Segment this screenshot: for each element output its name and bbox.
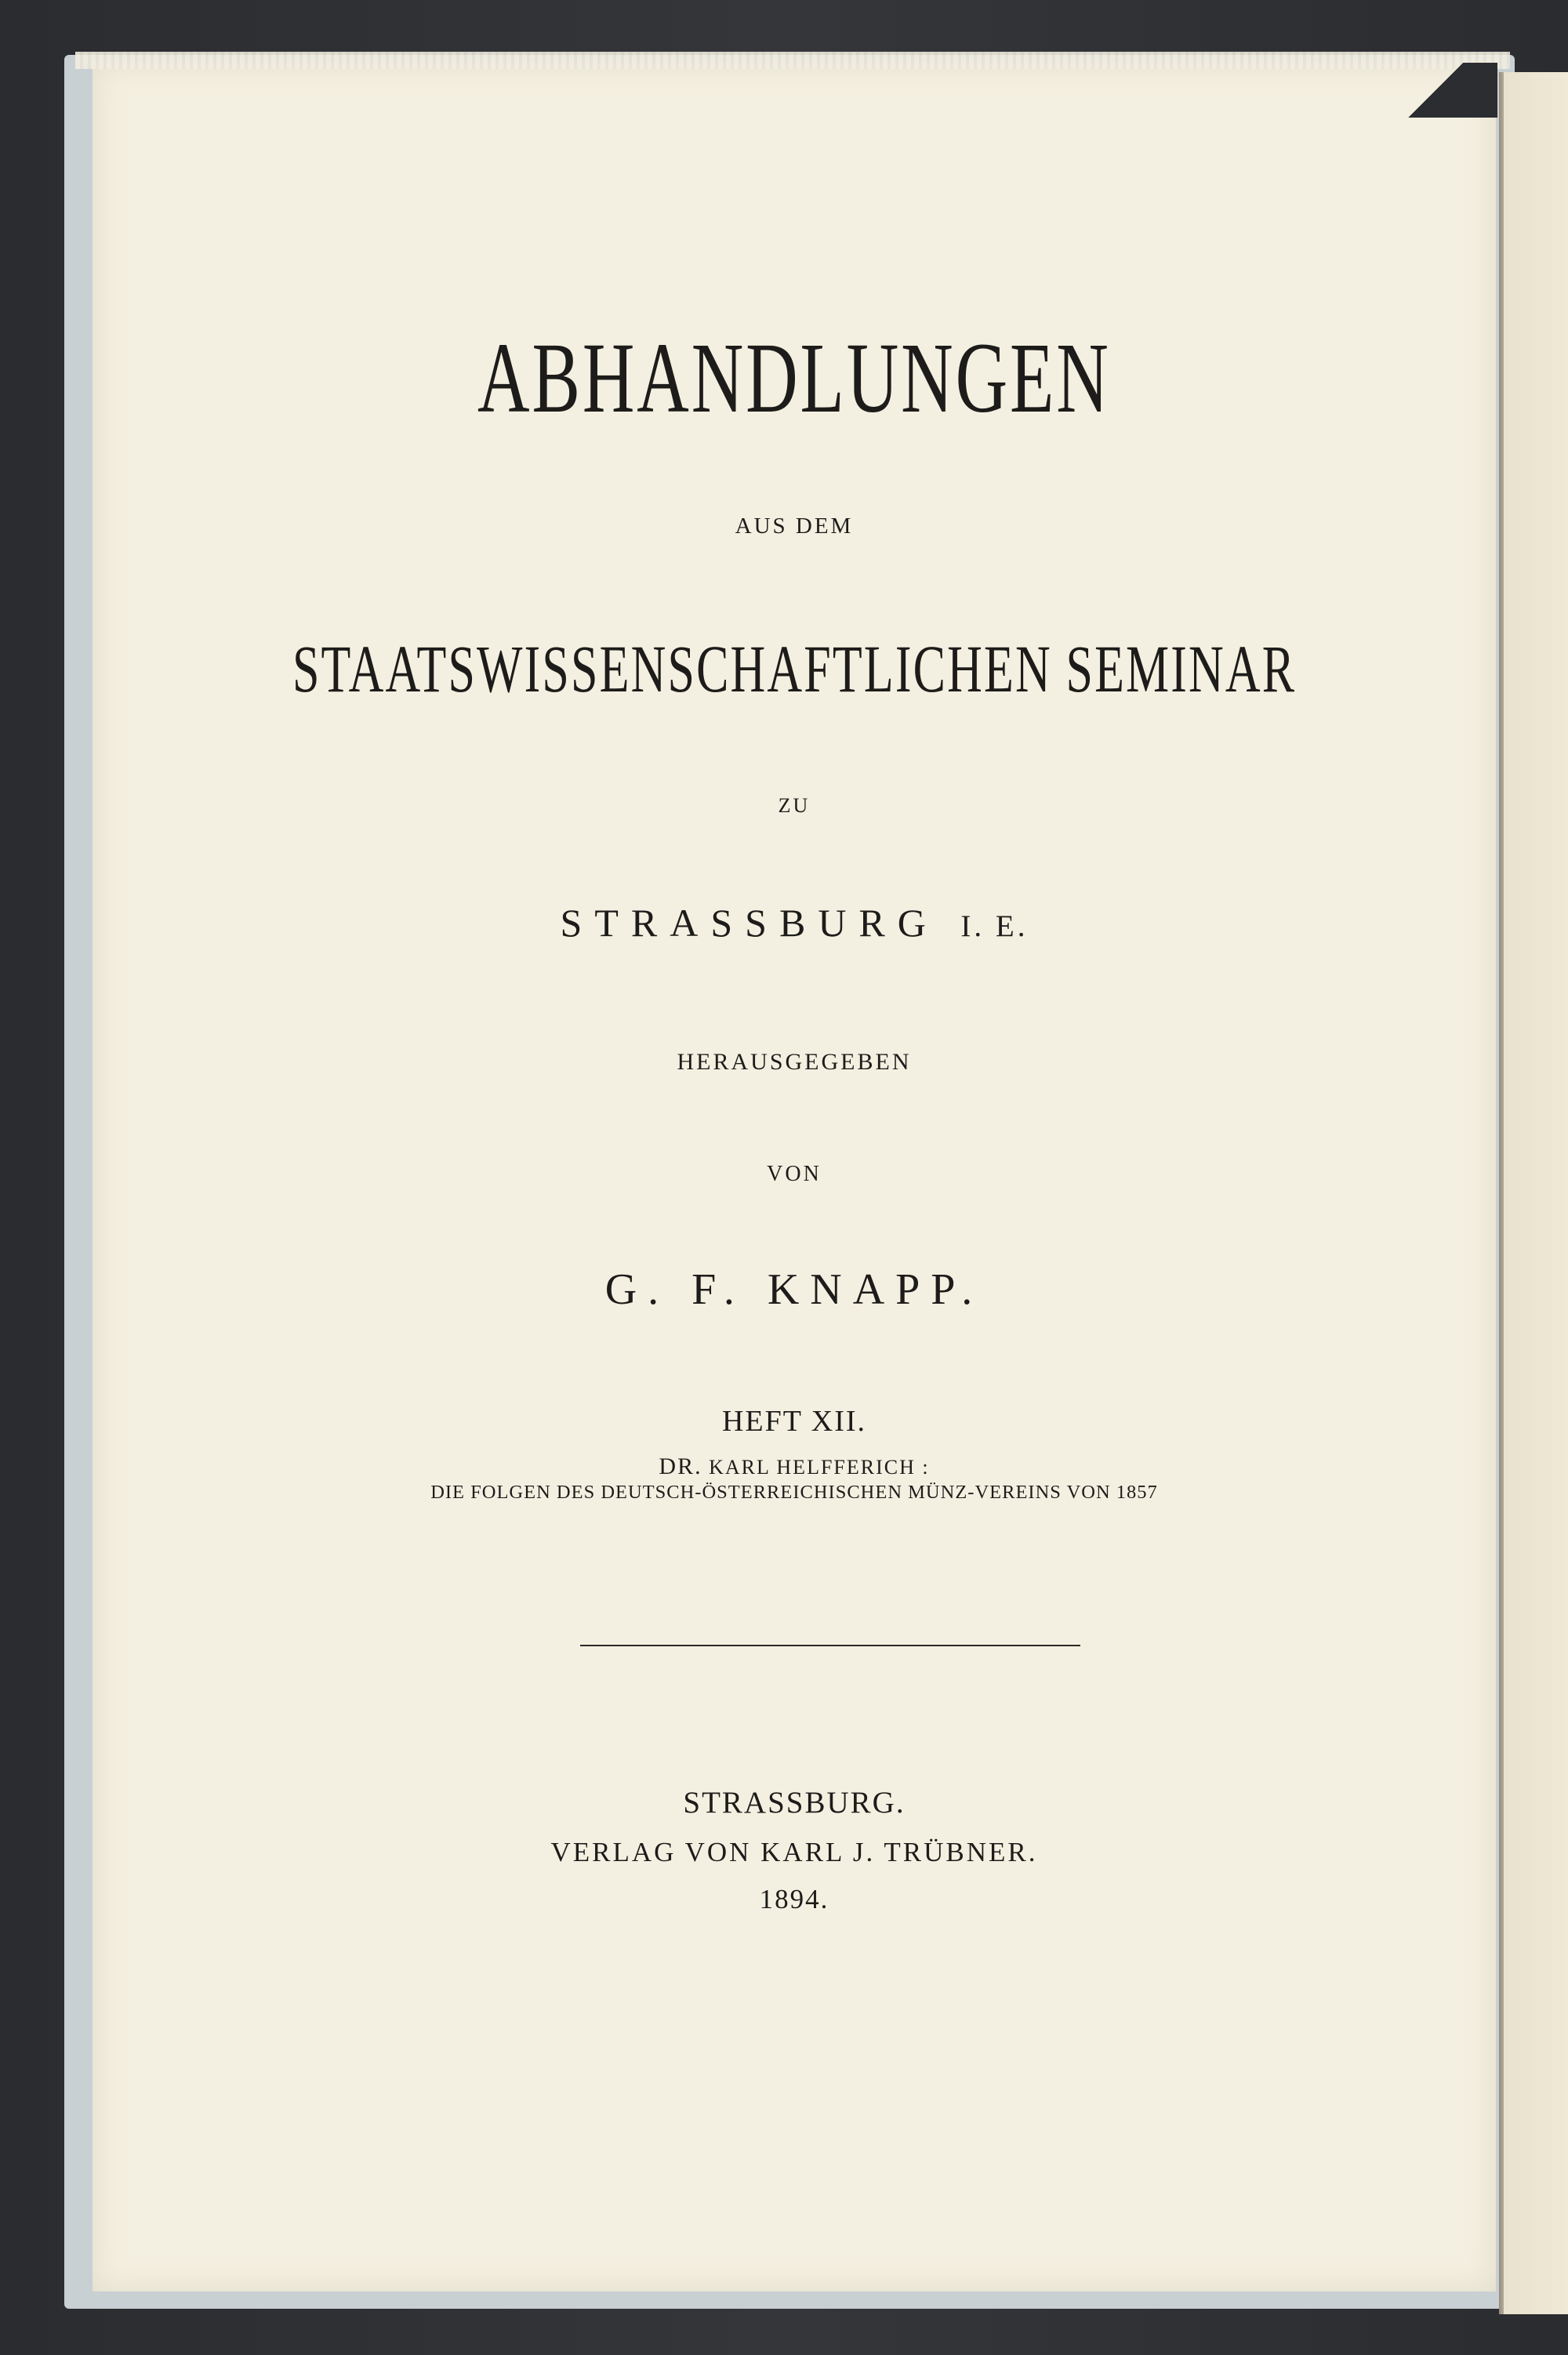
seminar-name xyxy=(93,631,1496,706)
city-name: STRASSBURG xyxy=(560,901,938,945)
city-suffix: I. E. xyxy=(960,909,1029,943)
imprint-year: 1894. xyxy=(759,1884,829,1914)
seminar-name-text: STAATSWISSENSCHAFTLICHEN SEMINAR xyxy=(292,631,1297,706)
aus-dem-line: AUS DEM xyxy=(735,513,854,539)
zu-line: ZU xyxy=(778,794,811,817)
herausgegeben-line: HERAUSGEGEBEN xyxy=(677,1049,912,1075)
von-line: VON xyxy=(767,1162,822,1186)
page-gutter-shadow xyxy=(1499,72,1504,2314)
series-title-text: ABHANDLUNGEN xyxy=(477,322,1111,434)
author-line xyxy=(93,1455,1496,1479)
imprint-publisher: VERLAG VON KARL J. TRÜBNER. xyxy=(550,1837,1038,1867)
city-line xyxy=(93,901,1496,945)
author-name: KARL HELFFERICH : xyxy=(709,1456,930,1479)
editor-name: G. F. KNAPP. xyxy=(604,1265,984,1314)
author-prefix: DR. xyxy=(659,1453,702,1479)
next-page-edge xyxy=(1499,72,1568,2314)
series-title xyxy=(93,322,1496,434)
deckled-top-edge xyxy=(75,52,1510,69)
work-subject: DIE FOLGEN DES DEUTSCH-ÖSTERREICHISCHEN MÜNZ-VEREINS VON 1857 xyxy=(430,1482,1158,1503)
heft-number: HEFT XII. xyxy=(721,1405,867,1438)
torn-corner xyxy=(1403,63,1497,118)
imprint-place: STRASSBURG. xyxy=(683,1786,906,1820)
horizontal-rule xyxy=(580,1645,1080,1646)
